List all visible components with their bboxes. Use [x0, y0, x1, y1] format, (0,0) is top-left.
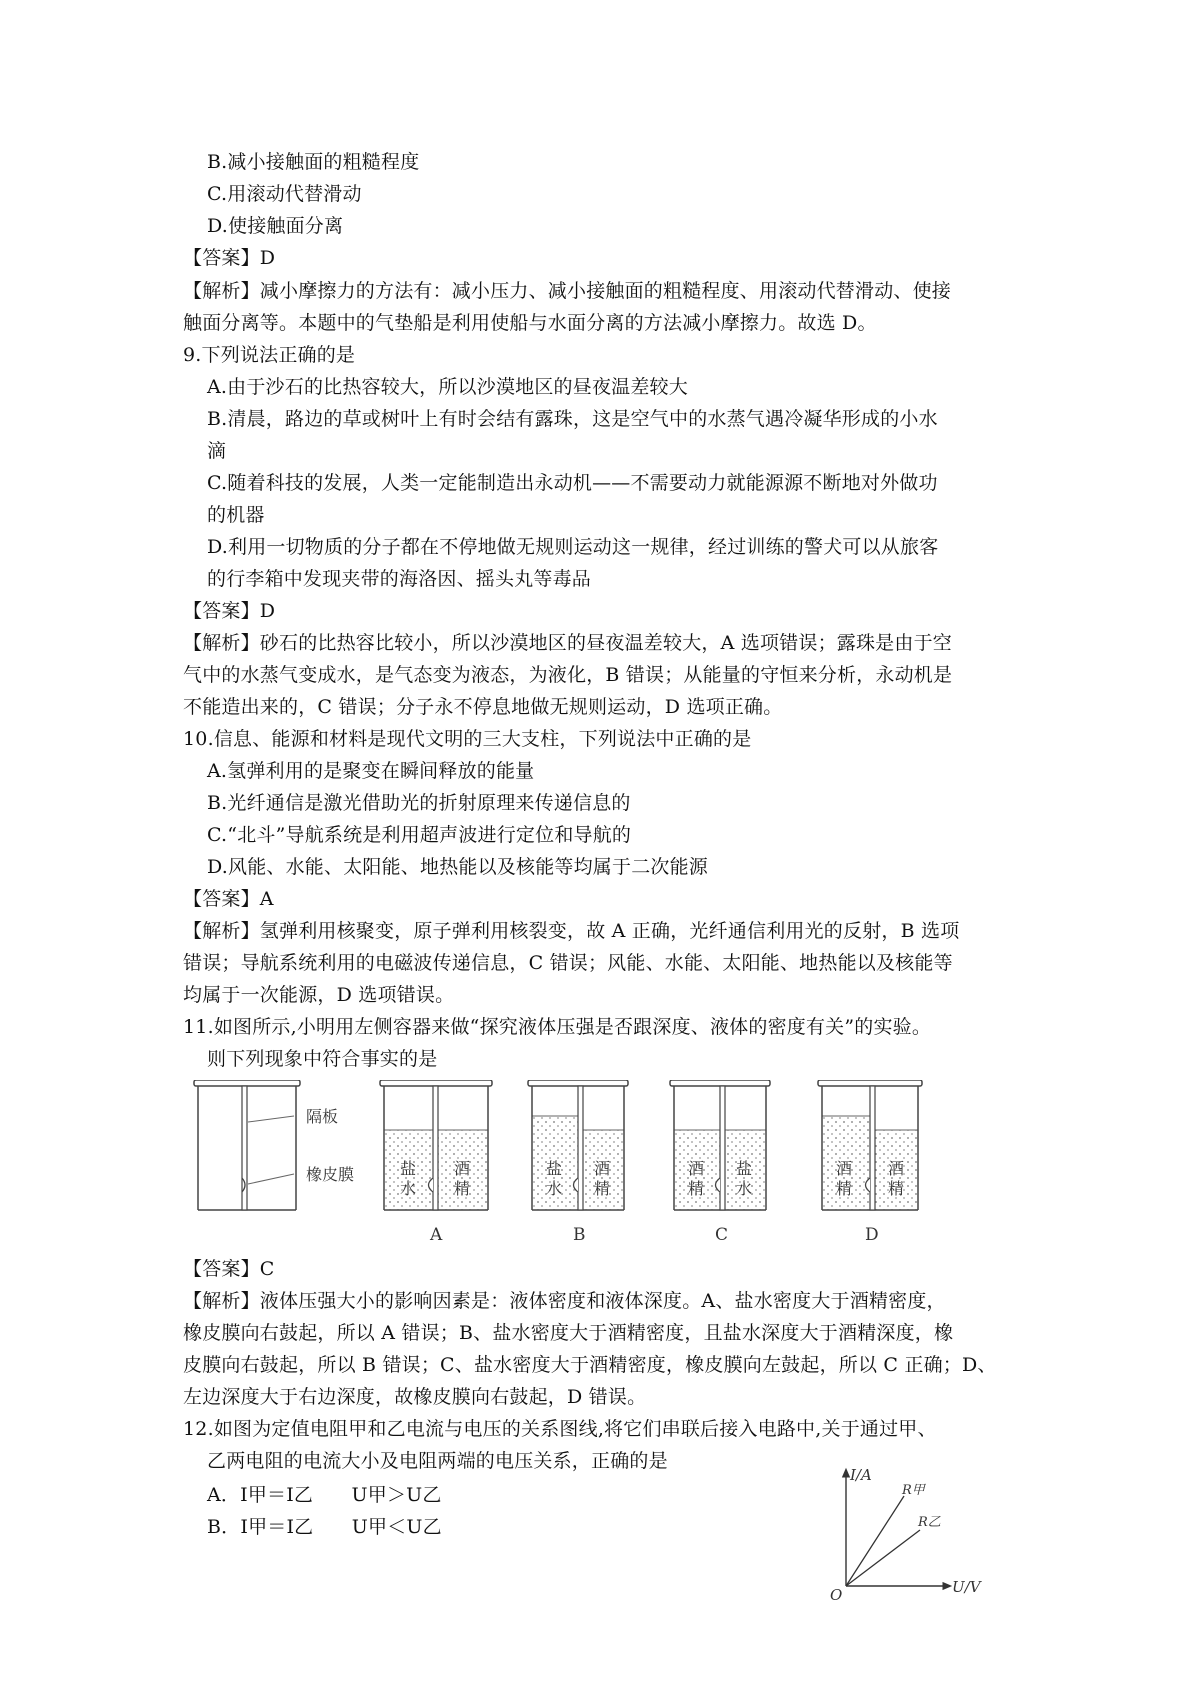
- b-salt-2: 水: [546, 1179, 563, 1198]
- caption-b: B: [573, 1225, 586, 1245]
- line-r-yi: [846, 1530, 920, 1586]
- q10-option-b: B.光纤通信是激光借助光的折射原理来传递信息的: [207, 792, 631, 814]
- q12-option-a: A．I甲＝I乙 U甲＞U乙: [207, 1484, 442, 1506]
- b-alc-1: 酒: [594, 1159, 611, 1178]
- d-alc-right-2: 精: [888, 1179, 905, 1198]
- q10-analysis-line-1: 【解析】氢弹利用核聚变，原子弹利用核裂变，故 A 正确，光纤通信利用光的反射，B 选项: [183, 920, 960, 942]
- q10-option-d: D.风能、水能、太阳能、地热能以及核能等均属于二次能源: [207, 856, 708, 878]
- q9-option-d-line-1: D.利用一切物质的分子都在不停地做无规则运动这一规律，经过训练的警犬可以从旅客: [207, 536, 939, 558]
- q10-analysis-line-3: 均属于一次能源，D 选项错误。: [183, 984, 455, 1006]
- d-alc-left-2: 精: [836, 1179, 853, 1198]
- a-alc-2: 精: [454, 1179, 471, 1198]
- q9-option-d-line-2: 的行李箱中发现夹带的海洛因、摇头丸等毒品: [207, 568, 592, 590]
- q12-stem-line-2: 乙两电阻的电流大小及电阻两端的电压关系，正确的是: [207, 1450, 668, 1472]
- r-yi-label: R乙: [918, 1515, 941, 1530]
- q10-stem: 10.信息、能源和材料是现代文明的三大支柱，下列说法中正确的是: [183, 728, 752, 750]
- container-d: [818, 1080, 922, 1245]
- q11-analysis-line-3: 皮膜向右鼓起，所以 B 错误；C、盐水密度大于酒精密度，橡皮膜向左鼓起，所以 C 正确；D、: [183, 1354, 997, 1376]
- q9-answer: 【答案】D: [183, 600, 276, 622]
- q8-analysis-line-2: 触面分离等。本题中的气垫船是利用使船与水面分离的方法减小摩擦力。故选 D。: [183, 312, 877, 334]
- c-salt-1: 盐: [736, 1159, 753, 1178]
- container-b: [528, 1080, 628, 1245]
- label-partition: 隔板: [306, 1107, 339, 1126]
- c-salt-2: 水: [736, 1179, 753, 1198]
- q8-answer: 【答案】D: [183, 247, 276, 269]
- y-axis-label: I/A: [850, 1466, 872, 1484]
- q9-option-c-line-1: C.随着科技的发展，人类一定能制造出永动机——不需要动力就能源源不断地对外做功: [207, 472, 938, 494]
- caption-c: C: [715, 1225, 729, 1245]
- line-r-jia: [846, 1496, 904, 1586]
- x-axis-label: U/V: [952, 1578, 981, 1596]
- q9-option-c-line-2: 的机器: [207, 504, 265, 526]
- q9-option-b-line-2: 滴: [207, 440, 227, 462]
- q8-analysis-line-1: 【解析】减小摩擦力的方法有：减小压力、减小接触面的粗糙程度、用滚动代替滑动、使接: [183, 280, 952, 302]
- q11-analysis-line-1: 【解析】液体压强大小的影响因素是：液体密度和液体深度。A、盐水密度大于酒精密度，: [183, 1290, 946, 1312]
- label-membrane: 橡皮膜: [306, 1165, 355, 1184]
- q9-analysis-line-2: 气中的水蒸气变成水，是气态变为液态，为液化，B 错误；从能量的守恒来分析，永动机是: [183, 664, 953, 686]
- d-alc-right-1: 酒: [888, 1159, 905, 1178]
- reference-container: [194, 1080, 354, 1210]
- q12-stem-line-1: 12.如图为定值电阻甲和乙电流与电压的关系图线,将它们串联后接入电路中,关于通过甲、: [183, 1418, 937, 1440]
- q8-option-d: D.使接触面分离: [207, 215, 344, 237]
- q11-analysis-line-4: 左边深度大于右边深度，故橡皮膜向右鼓起，D 错误。: [183, 1386, 647, 1408]
- origin-label: O: [830, 1586, 843, 1602]
- a-alc-1: 酒: [454, 1159, 471, 1178]
- q8-option-c: C.用滚动代替滑动: [207, 183, 362, 205]
- q11-analysis-line-2: 橡皮膜向右鼓起，所以 A 错误；B、盐水密度大于酒精密度，且盐水深度大于酒精深度，橡: [183, 1322, 954, 1344]
- container-c: [670, 1080, 770, 1245]
- r-jia-label: R甲: [902, 1483, 925, 1498]
- q12-iu-graph: [820, 1462, 1020, 1602]
- c-alc-1: 酒: [688, 1159, 705, 1178]
- q11-answer: 【答案】C: [183, 1258, 275, 1280]
- q9-option-b-line-1: B.清晨，路边的草或树叶上有时会结有露珠，这是空气中的水蒸气遇冷凝华形成的小水: [207, 408, 938, 430]
- q10-option-c: C.“北斗”导航系统是利用超声波进行定位和导航的: [207, 824, 632, 846]
- q11-container-figure: [190, 1080, 1050, 1280]
- q9-option-a: A.由于沙石的比热容较大，所以沙漠地区的昼夜温差较大: [207, 376, 688, 398]
- q11-stem-line-2: 则下列现象中符合事实的是: [207, 1048, 438, 1070]
- q11-stem-line-1: 11.如图所示,小明用左侧容器来做“探究液体压强是否跟深度、液体的密度有关”的实验。: [183, 1016, 932, 1038]
- b-alc-2: 精: [594, 1179, 611, 1198]
- a-salt-2: 水: [400, 1179, 417, 1198]
- q9-analysis-line-3: 不能造出来的，C 错误；分子永不停息地做无规则运动，D 选项正确。: [183, 696, 783, 718]
- q12-option-b: B．I甲＝I乙 U甲＜U乙: [207, 1516, 442, 1538]
- b-salt-1: 盐: [546, 1159, 563, 1178]
- c-alc-2: 精: [688, 1179, 705, 1198]
- caption-d: D: [865, 1225, 879, 1245]
- a-salt-1: 盐: [400, 1159, 417, 1178]
- q10-option-a: A.氢弹利用的是聚变在瞬间释放的能量: [207, 760, 535, 782]
- container-a: [380, 1080, 492, 1245]
- q10-analysis-line-2: 错误；导航系统利用的电磁波传递信息，C 错误；风能、水能、太阳能、地热能以及核能等: [183, 952, 953, 974]
- d-alc-left-1: 酒: [836, 1159, 853, 1178]
- q10-answer: 【答案】A: [183, 888, 274, 910]
- q9-analysis-line-1: 【解析】砂石的比热容比较小，所以沙漠地区的昼夜温差较大，A 选项错误；露珠是由于空: [183, 632, 952, 654]
- q9-stem: 9.下列说法正确的是: [183, 344, 356, 366]
- caption-a: A: [430, 1225, 443, 1245]
- q8-option-b: B.减小接触面的粗糙程度: [207, 151, 420, 173]
